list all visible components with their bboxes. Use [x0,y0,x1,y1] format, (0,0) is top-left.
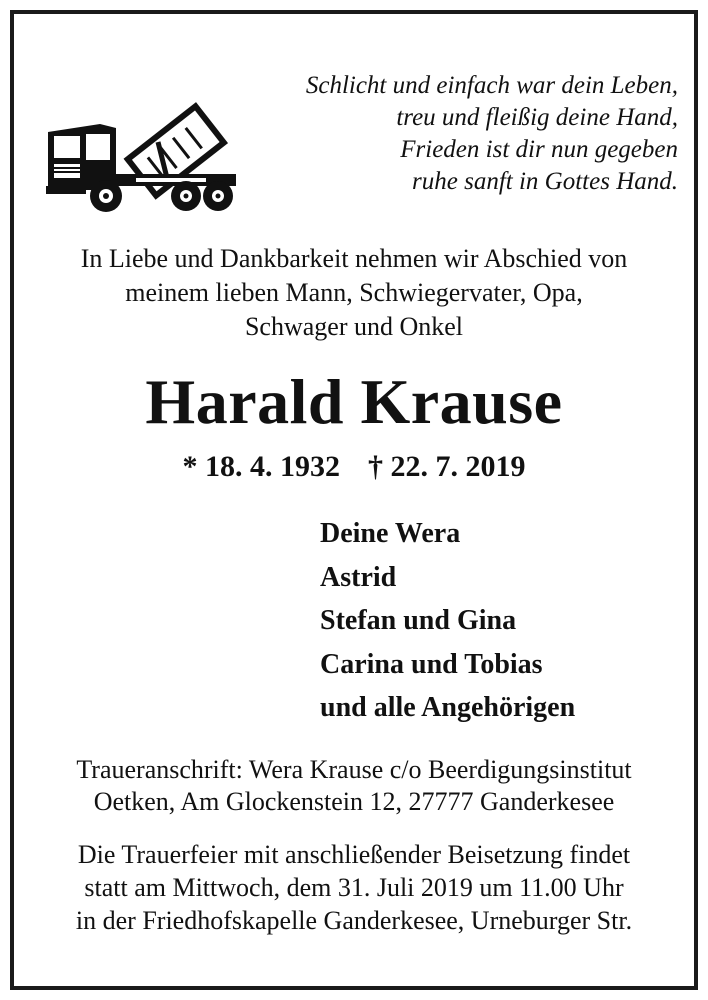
death-date: † 22. 7. 2019 [368,450,526,483]
dump-truck-icon [36,62,240,214]
mourner: Astrid [320,561,397,593]
address-line: Oetken, Am Glockenstein 12, 27777 Ganderkesee [93,787,615,816]
service-line: statt am Mittwoch, dem 31. Juli 2019 um 11.00 Uhr [84,873,624,902]
poem-line: treu und fleißig deine Hand, [396,104,678,131]
mourner: Deine Wera [320,518,461,549]
farewell-intro [0,242,708,344]
deceased-name: Harald Krause [145,366,563,437]
intro-line: Schwager und Onkel [244,312,464,341]
poem-line: ruhe sanft in Gottes Hand. [412,168,678,195]
intro-line: meinem lieben Mann, Schwiegervater, Opa, [125,278,583,307]
mourner: Carina und Tobias [320,648,543,680]
service-line: Die Trauerfeier mit anschließender Beisetzung findet [77,840,631,869]
birth-date: * 18. 4. 1932 [182,450,340,483]
service-line: in der Friedhofskapelle Ganderkesee, Urneburger Str. [75,906,633,935]
poem-line: Frieden ist dir nun gegeben [400,136,678,163]
mourner: Stefan und Gina [320,605,517,636]
address-line: Traueranschrift: Wera Krause c/o Beerdigungsinstitut [76,755,632,784]
funeral-service-info [0,838,708,937]
poem-line: Schlicht und einfach war dein Leben, [305,72,678,99]
mourning-address [0,754,708,818]
life-dates [0,449,708,485]
mourners-list [320,512,575,730]
intro-line: In Liebe und Dankbarkeit nehmen wir Abschied von [80,244,628,273]
poem [258,70,678,198]
mourner: und alle Angehörigen [320,692,576,723]
